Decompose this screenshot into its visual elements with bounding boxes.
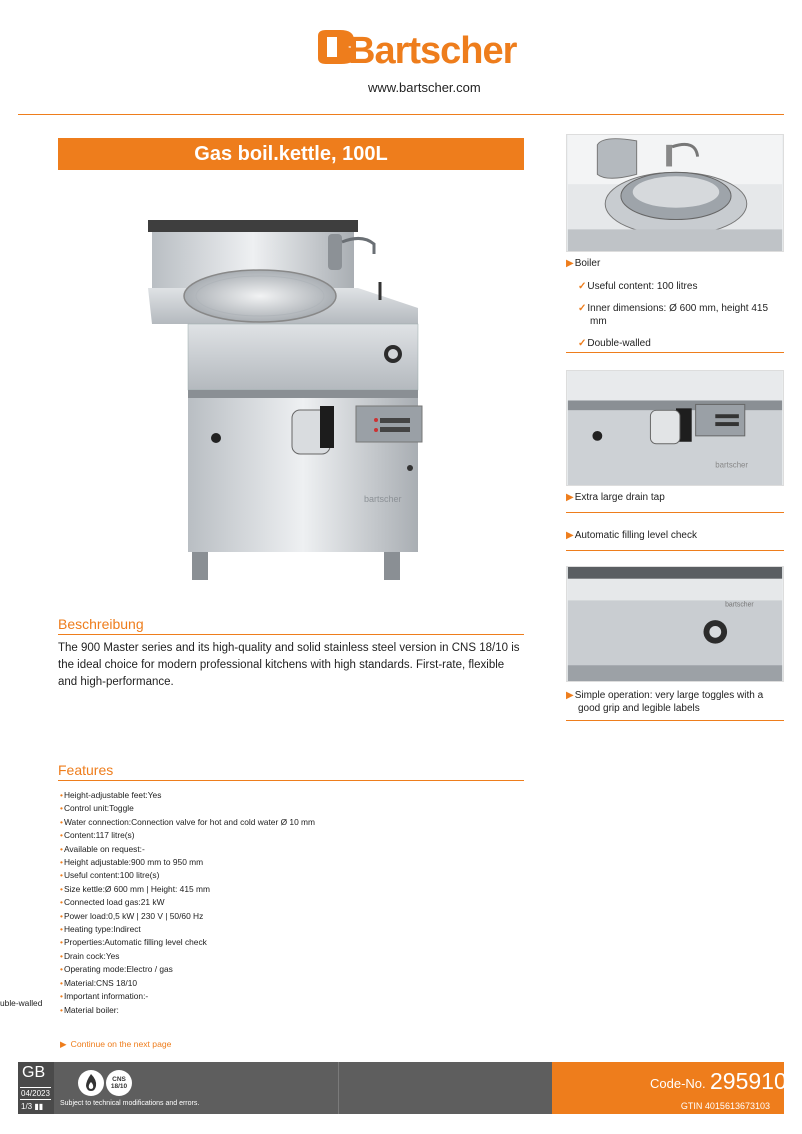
feature-item: •Power load:0,5 kW | 230 V | 50/60 Hz xyxy=(60,910,204,921)
feature-item: •Connected load gas:21 kW xyxy=(60,897,165,908)
boiler-item: ✓Double-walled xyxy=(578,338,651,349)
features-list xyxy=(60,789,526,1017)
feature-item: •Heating type:Indirect xyxy=(60,924,141,935)
feature-item: •Properties:Automatic filling level check xyxy=(60,937,207,948)
feature-item: •Material:CNS 18/10 xyxy=(60,977,138,988)
release-date: 04/2023 xyxy=(21,1089,50,1098)
footer-divider xyxy=(338,1062,339,1114)
header-divider xyxy=(18,114,784,115)
svg-text:bartscher: bartscher xyxy=(725,601,754,609)
feature-item: •Water connection:Connection valve for hot and cold water Ø 10 mm xyxy=(60,816,316,827)
drain-heading: ▶Extra large drain tap xyxy=(566,492,665,503)
drain-tap-image xyxy=(566,370,784,486)
language-block xyxy=(18,1062,54,1114)
filling-divider xyxy=(566,550,784,551)
drain-divider xyxy=(566,512,784,513)
description-heading: Beschreibung xyxy=(58,616,144,632)
footer xyxy=(18,1062,800,1114)
play-icon: ▶ xyxy=(566,530,574,541)
cns-badge: CNS 18/10 xyxy=(106,1070,132,1096)
gas-flame-icon xyxy=(78,1070,104,1096)
filling-heading: ▶Automatic filling level check xyxy=(566,530,697,541)
code-block xyxy=(552,1062,800,1114)
svg-text:bartscher: bartscher xyxy=(364,494,402,504)
svg-text:bartscher: bartscher xyxy=(715,460,749,470)
product-image xyxy=(148,220,430,580)
feature-item: •Important information:- xyxy=(60,991,149,1002)
code-number: 2959101 xyxy=(710,1068,800,1094)
operation-divider xyxy=(566,720,784,721)
features-heading: Features xyxy=(58,762,114,778)
boiler-item: ✓Useful content: 100 litres xyxy=(578,281,698,292)
brand-logo[interactable] xyxy=(312,24,517,96)
product-title: Gas boil.kettle, 100L xyxy=(58,138,524,170)
gtin: GTIN 4015613673103 xyxy=(680,1101,770,1111)
disclaimer: Subject to technical modifications and errors. xyxy=(60,1100,200,1107)
feature-item: •Height-adjustable feet:Yes xyxy=(60,790,162,800)
feature-item: •Material boiler: xyxy=(60,1004,119,1015)
boiler-item: ✓Inner dimensions: Ø 600 mm, height 415 mm xyxy=(578,303,769,327)
play-icon: ▶ xyxy=(566,492,574,503)
operation-heading: ▶Simple operation: very large toggles with a good grip and legible labels xyxy=(566,690,764,714)
feature-item: •Drain cock:Yes xyxy=(60,950,120,961)
feature-overflow-text: uble-walled xyxy=(0,998,43,1008)
check-icon: ✓ xyxy=(578,281,587,292)
brand-name: Bartscher xyxy=(348,30,517,72)
boiler-image xyxy=(566,134,784,252)
check-icon: ✓ xyxy=(578,338,587,349)
boiler-list xyxy=(578,280,784,359)
boiler-heading: ▶Boiler xyxy=(566,258,601,269)
description-text: The 900 Master series and its high-quality and solid stainless steel version in CNS 18/10 is the ideal choice for modern professional kitchens with high standards. First-rate, flexible and high-performance. xyxy=(58,642,520,688)
feature-item: •Useful content:100 litre(s) xyxy=(60,870,160,881)
check-icon: ✓ xyxy=(578,303,587,314)
features-divider xyxy=(58,780,524,781)
play-icon: ▶ xyxy=(60,1039,67,1049)
toggle-image xyxy=(566,566,784,682)
code-label: Code-No. xyxy=(650,1076,706,1091)
feature-item: •Content:117 litre(s) xyxy=(60,830,135,841)
play-icon: ▶ xyxy=(566,690,574,701)
feature-item: •Operating mode:Electro / gas xyxy=(60,964,173,975)
book-icon: ▮▮ xyxy=(34,1102,44,1111)
feature-item: •Height adjustable:900 mm to 950 mm xyxy=(60,857,204,868)
page-indicator: 1/3 ▮▮ xyxy=(21,1102,44,1111)
feature-item: •Control unit:Toggle xyxy=(60,803,134,814)
language-code: GB xyxy=(22,1064,46,1081)
continue-link[interactable]: ▶ Continue on the next page xyxy=(60,1039,172,1049)
feature-item: •Available on request:- xyxy=(60,843,145,854)
description-divider xyxy=(58,634,524,635)
feature-item: •Size kettle:Ø 600 mm | Height: 415 mm xyxy=(60,883,210,894)
boiler-divider xyxy=(566,352,784,353)
play-icon: ▶ xyxy=(566,258,574,269)
brand-url[interactable]: www.bartscher.com xyxy=(368,80,481,95)
